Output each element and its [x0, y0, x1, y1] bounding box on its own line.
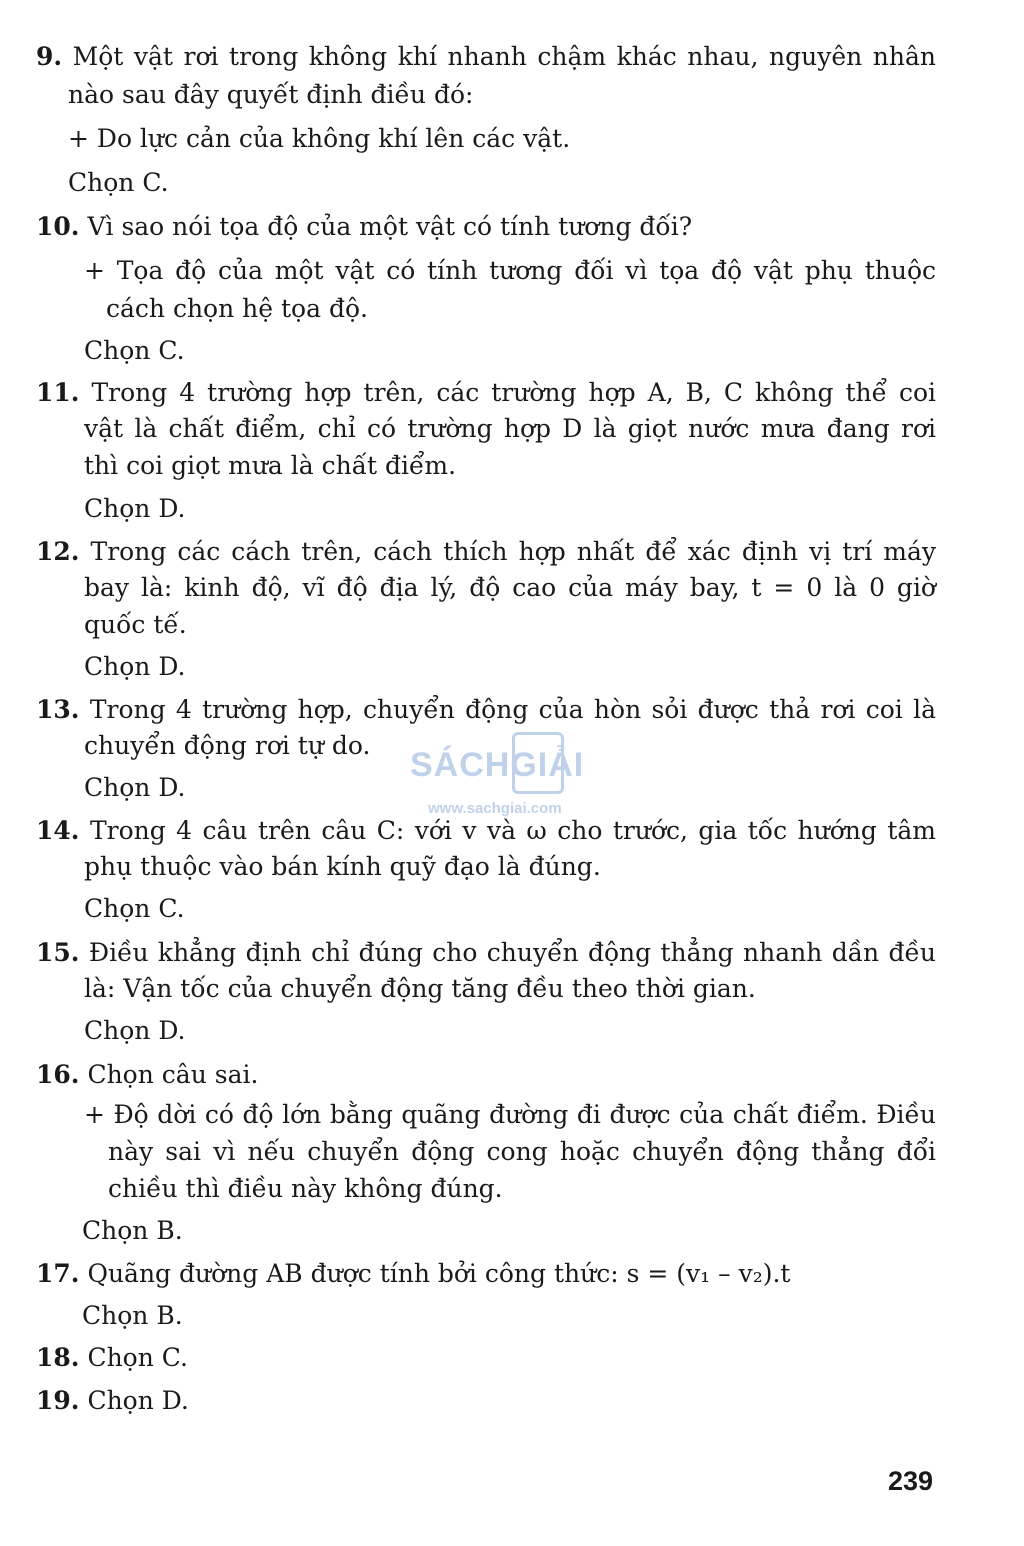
item-text: Vì sao nói tọa độ của một vật có tính tương đối?	[87, 212, 693, 241]
item-16-note-2: này sai vì nếu chuyển động cong hoặc chuyển động thẳng đổi	[108, 1137, 936, 1166]
item-13-line-2: chuyển động rơi tự do.	[84, 731, 371, 760]
item-number: 12.	[36, 537, 80, 566]
item-15-answer: Chọn D.	[84, 1016, 186, 1045]
item-text: Chọn câu sai.	[87, 1060, 259, 1089]
item-14-line-2: phụ thuộc vào bán kính quỹ đạo là đúng.	[84, 852, 601, 881]
item-12-line-2: bay là: kinh độ, vĩ độ địa lý, độ cao của máy bay, t = 0 là 0 giờ	[84, 573, 936, 602]
item-19-line-1	[36, 1386, 189, 1416]
item-text: Quãng đường AB được tính bởi công thức: s = (v₁ – v₂).t	[87, 1259, 791, 1288]
item-number: 14.	[36, 816, 80, 845]
item-11-answer: Chọn D.	[84, 494, 186, 523]
item-16-note-3: chiều thì điều này không đúng.	[108, 1174, 503, 1203]
item-11-line-2: vật là chất điểm, chỉ có trường hợp D là giọt nước mưa đang rơi	[84, 414, 936, 443]
item-16-note-1: + Độ dời có độ lớn bằng quãng đường đi được của chất điểm. Điều	[84, 1100, 936, 1129]
watermark-brand: SÁCHGIẢI	[410, 746, 585, 784]
item-text: Trong 4 trường hợp trên, các trường hợp A, B, C không thể coi	[91, 378, 936, 407]
item-16-answer: Chọn B.	[82, 1216, 183, 1245]
item-11-line-1	[36, 378, 936, 408]
item-15-line-2: là: Vận tốc của chuyển động tăng đều theo thời gian.	[84, 974, 756, 1003]
item-text: Trong 4 câu trên câu C: với v và ω cho trước, gia tốc hướng tâm	[89, 816, 936, 845]
item-number: 10.	[36, 212, 80, 241]
item-10-note-1: + Tọa độ của một vật có tính tương đối vì tọa độ vật phụ thuộc	[84, 256, 936, 285]
item-9-line-1	[36, 42, 936, 72]
item-13-answer: Chọn D.	[84, 773, 186, 802]
item-11-line-3: thì coi giọt mưa là chất điểm.	[84, 451, 457, 480]
item-10-line-1	[36, 212, 692, 242]
item-number: 18.	[36, 1343, 80, 1372]
item-16-line-1	[36, 1060, 258, 1090]
item-18-line-1	[36, 1343, 188, 1373]
item-13-line-1	[36, 695, 936, 725]
item-15-line-1	[36, 938, 936, 968]
item-10-note-2: cách chọn hệ tọa độ.	[106, 294, 368, 323]
item-number: 9.	[36, 42, 63, 71]
item-number: 11.	[36, 378, 80, 407]
item-text: Một vật rơi trong không khí nhanh chậm khác nhau, nguyên nhân	[72, 42, 936, 71]
item-text: Chọn C.	[87, 1343, 188, 1372]
item-number: 16.	[36, 1060, 80, 1089]
item-12-line-3: quốc tế.	[84, 610, 187, 639]
page-number: 239	[888, 1466, 934, 1496]
item-12-answer: Chọn D.	[84, 652, 186, 681]
item-text: Chọn D.	[87, 1386, 189, 1415]
item-number: 17.	[36, 1259, 80, 1288]
item-17-answer: Chọn B.	[82, 1301, 183, 1330]
item-10-answer: Chọn C.	[84, 336, 185, 365]
item-text: Trong các cách trên, cách thích hợp nhất để xác định vị trí máy	[90, 537, 936, 566]
item-9-line-2: nào sau đây quyết định điều đó:	[68, 80, 474, 109]
item-12-line-1	[36, 537, 936, 567]
item-number: 15.	[36, 938, 80, 967]
watermark-url: www.sachgiai.com	[428, 800, 562, 817]
item-text: Điều khẳng định chỉ đúng cho chuyển động thẳng nhanh dần đều	[88, 938, 936, 967]
item-text: Trong 4 trường hợp, chuyển động của hòn sỏi được thả rơi coi là	[89, 695, 936, 724]
item-17-line-1	[36, 1259, 790, 1289]
watermark-logo	[410, 724, 620, 824]
item-14-answer: Chọn C.	[84, 894, 185, 923]
item-number: 13.	[36, 695, 80, 724]
item-9-answer: Chọn C.	[68, 168, 169, 197]
item-9-note: + Do lực cản của không khí lên các vật.	[68, 124, 571, 153]
item-number: 19.	[36, 1386, 80, 1415]
